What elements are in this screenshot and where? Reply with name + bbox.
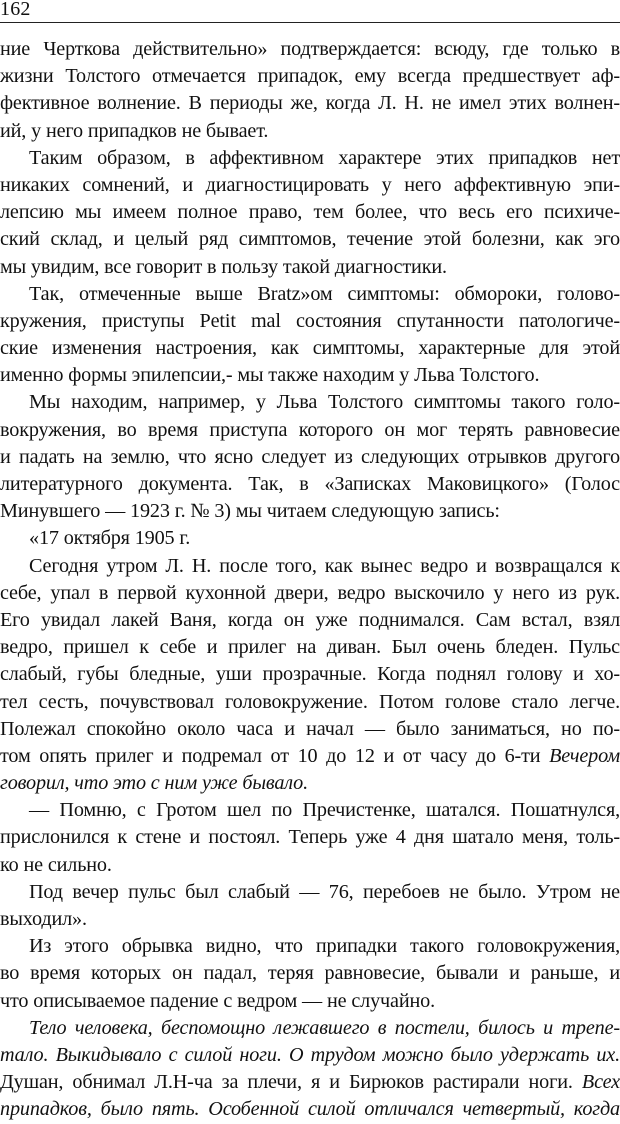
text-segment: Таким образом, в аффективном характере этих припадков нет <box>29 146 620 169</box>
text-line <box>0 417 620 444</box>
text-line <box>0 525 620 552</box>
text-segment: именно формы эпилепсии,- мы также находим у Льва Толстого. <box>0 364 540 387</box>
italic-text: Всех <box>581 1071 620 1094</box>
text-line <box>0 36 620 63</box>
text-segment: «17 октября 1905 г. <box>29 527 191 550</box>
text-line <box>0 226 620 253</box>
text-segment: Душан, обнимал Л.Н-ча за плечи, я и Бирюков растирали ноги. <box>0 1071 582 1094</box>
text-line <box>0 607 620 634</box>
text-line <box>0 471 620 498</box>
text-segment: ко не сильно. <box>0 853 112 876</box>
text-segment: ведро, пришел к себе и прилег на диван. Был очень бледен. Пульс <box>0 636 620 659</box>
body-text <box>0 36 620 1124</box>
italic-text: Тело человека, беспомощно лежавшего в постели, билось и трепе- <box>29 1016 620 1039</box>
text-line <box>0 1015 620 1042</box>
text-line <box>0 824 620 851</box>
text-line <box>0 118 620 145</box>
italic-text: припадков, было пять. Особенной силой отличался четвертый, когда <box>0 1098 620 1121</box>
text-segment: никаких сомнений, и диагностицировать у него аффективную эпи- <box>0 173 620 196</box>
text-line <box>0 1042 620 1069</box>
text-line <box>0 797 620 824</box>
text-line <box>0 933 620 960</box>
text-segment: Полежал спокойно около часа и начал — было заниматься, но по- <box>0 717 620 740</box>
text-segment: выходил». <box>0 908 87 930</box>
text-segment: Так, отмеченные выше Bratz»ом симптомы: обмороки, голово- <box>29 282 620 305</box>
text-segment: вокружения, во время приступа которого он мог терять равновесие <box>0 418 620 441</box>
text-line <box>0 1069 620 1096</box>
text-line <box>0 172 620 199</box>
text-segment: ский склад, и целый ряд симптомов, течение этой болезни, как эго <box>0 228 620 251</box>
text-segment: ские изменения настроения, как симптомы, характерные для этой <box>0 337 620 360</box>
text-line <box>0 634 620 661</box>
text-line <box>0 553 620 580</box>
text-segment: Мы находим, например, у Льва Толстого симптомы такого голо- <box>29 391 620 414</box>
text-segment: прислонился к стене и постоял. Теперь уже 4 дня шатало меня, толь- <box>0 826 620 849</box>
text-line <box>0 498 620 525</box>
text-line <box>0 770 620 797</box>
text-line <box>0 281 620 308</box>
text-line <box>0 661 620 688</box>
text-line <box>0 580 620 607</box>
header-rule <box>0 22 620 23</box>
text-segment: себе, упал в первой кухонной двери, ведро выскочило у него из рук. <box>0 581 620 604</box>
text-segment: жизни Толстого отмечается припадок, ему всегда предшествует аф- <box>0 65 620 88</box>
text-line <box>0 145 620 172</box>
italic-text: Вечером <box>549 744 620 767</box>
page-number: 162 <box>0 0 31 20</box>
text-segment: слабый, губы бледные, уши прозрачные. Когда поднял голову и хо- <box>0 663 620 686</box>
text-segment: Сегодня утром Л. Н. после того, как вынес ведро и возвращался к <box>29 554 620 577</box>
text-segment: что описываемое падение с ведром — не случайно. <box>0 989 435 1012</box>
italic-text: тало. Выкидывало с силой ноги. О трудом можно было удержать их. <box>0 1043 620 1066</box>
text-line <box>0 254 620 281</box>
italic-text: говорил, что это с ним уже бывало. <box>0 772 309 795</box>
text-segment: Минувшего — 1923 г. № 3) мы читаем следующую запись: <box>0 500 500 523</box>
text-line <box>0 960 620 987</box>
text-segment: тел сесть, почувствовал головокружение. Потом голове стало легче. <box>0 690 620 713</box>
text-segment: во время которых он падал, теряя равновесие, бывали и раньше, и <box>0 962 620 985</box>
text-line <box>0 63 620 90</box>
text-line <box>0 389 620 416</box>
text-line <box>0 335 620 362</box>
text-segment: лепсию мы имеем полное право, тем более, что весь его психиче- <box>0 201 620 224</box>
text-line <box>0 743 620 770</box>
text-line <box>0 1096 620 1123</box>
text-line <box>0 308 620 335</box>
text-segment: ий, у него припадков не бывает. <box>0 119 269 142</box>
text-segment: Из этого обрывка видно, что припадки такого головокружения, <box>29 935 620 958</box>
text-line <box>0 689 620 716</box>
text-line <box>0 444 620 471</box>
text-line <box>0 362 620 389</box>
text-segment: фективное волнение. В периоды же, когда Л. Н. не имел этих волнен- <box>0 92 620 115</box>
text-segment: Его увидал лакей Ваня, когда он уже поднимался. Сам встал, взял <box>0 608 620 631</box>
text-segment: и падать на землю, что ясно следует из следующих отрывков другого <box>0 445 620 468</box>
text-segment: Под вечер пульс был слабый — 76, перебоев не было. Утром не <box>29 880 620 903</box>
text-line <box>0 716 620 743</box>
text-segment: литературного документа. Так, в «Записках Маковицкого» (Голос <box>0 473 620 495</box>
text-line <box>0 852 620 879</box>
text-line <box>0 988 620 1015</box>
text-segment: — Помню, с Гротом шел по Пречистенке, шатался. Пошатнулся, <box>29 799 620 822</box>
text-segment: кружения, приступы Petit mal состояния спутанности патологиче- <box>0 309 620 332</box>
text-segment: мы увидим, все говорит в пользу такой диагностики. <box>0 255 447 278</box>
text-line <box>0 879 620 906</box>
text-line <box>0 90 620 117</box>
text-line <box>0 199 620 226</box>
text-line <box>0 906 620 933</box>
text-segment: ние Черткова действительно» подтверждается: всюду, где только в <box>0 38 620 60</box>
text-segment: том опять прилег и подремал от 10 до 12 и от часу до 6-ти <box>0 744 550 767</box>
